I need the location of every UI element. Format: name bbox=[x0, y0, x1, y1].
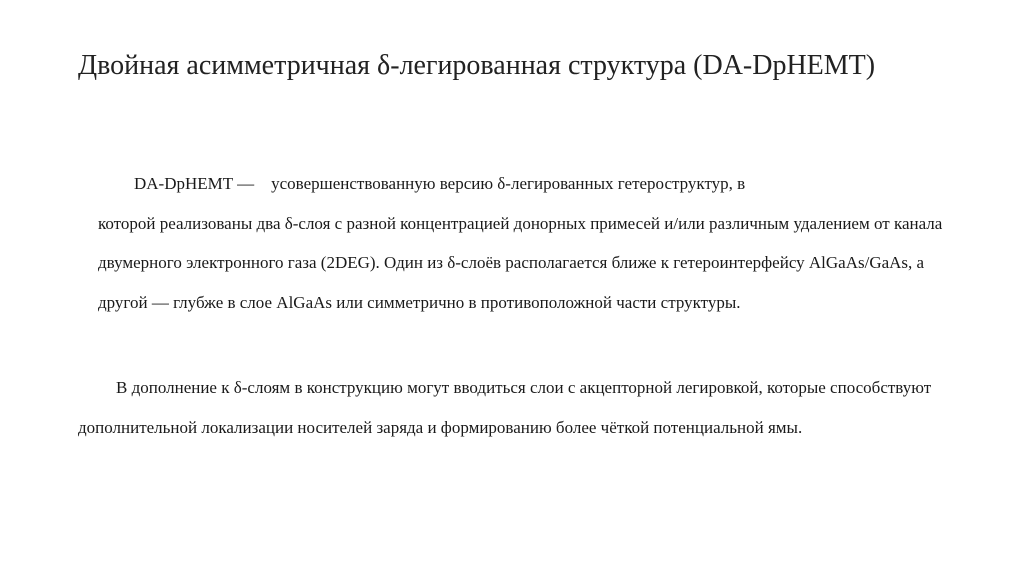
paragraph-addition: В дополнение к δ-слоям в конструкцию могут вводиться слои с акцепторной легировкой, которые способствуют дополнительной локализации носителей заряда и формированию более чёткой потенциальной ямы. bbox=[78, 378, 932, 437]
slide-title: Двойная асимметричная δ-легированная структура (DA-DpHEMT) bbox=[78, 50, 876, 81]
paragraph-definition-body: которой реализованы два δ-слоя с разной концентрацией донорных примесей и/или различным удалением от канала двумерного электронного газа (2DEG). Один из δ-слоёв располагается ближе к гетероинтерфейсу AlGaAs/GaAs, а другой — глубже в слое AlGaAs или симметрично в противоположной части структуры. bbox=[98, 213, 943, 312]
paragraph-definition-first-line: DA-DpHEMT — усовершенствованную версию δ-легированных гетероструктур, в bbox=[134, 174, 746, 193]
paragraph-definition bbox=[98, 164, 958, 322]
